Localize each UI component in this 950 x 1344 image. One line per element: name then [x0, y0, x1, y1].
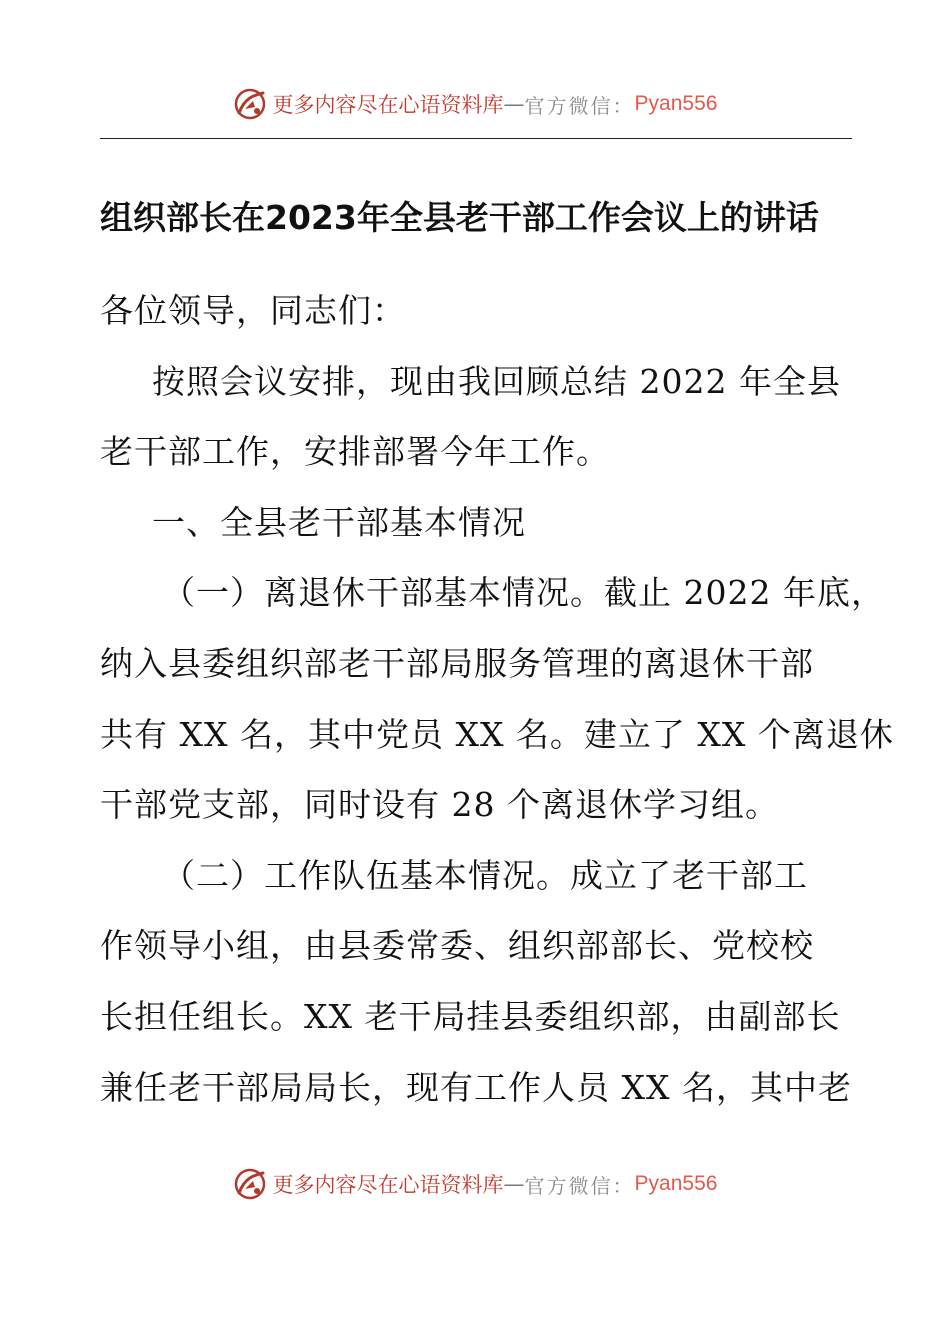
header-promo-text: 更多内容尽在心语资料库 [272, 93, 504, 117]
paragraph-line: 长担任组长。XX 老干局挂县委组织部，由副部长 [100, 996, 841, 1036]
paragraph-line: 老干部工作，安排部署今年工作。 [100, 432, 610, 472]
paragraph-line: 干部党支部，同时设有 28 个离退休学习组。 [100, 785, 779, 825]
footer-wechat-label: 官方微信： [524, 1173, 635, 1198]
paragraph-line: 按照会议安排，现由我回顾总结 2022 年全县 [152, 361, 841, 401]
paragraph-line: 兼任老干部局局长，现有工作人员 XX 名，其中老 [100, 1067, 852, 1107]
paragraph-line: 纳入县委组织部老干部局服务管理的离退休干部 [100, 643, 814, 683]
header-divider [100, 138, 852, 139]
header-wechat-id: Pyan556 [634, 92, 718, 115]
header-wechat-label: 官方微信： [524, 93, 635, 118]
salutation-line: 各位领导，同志们： [100, 291, 406, 330]
footer-dash: — [503, 1172, 525, 1196]
brand-logo-icon [233, 87, 267, 121]
header-dash: — [503, 92, 525, 116]
section-heading: 一、全县老干部基本情况 [152, 502, 526, 542]
paragraph-line: （二）工作队伍基本情况。成立了老干部工 [162, 855, 808, 895]
paragraph-line: 作领导小组，由县委常委、组织部部长、党校校 [100, 926, 814, 966]
footer-promo-text: 更多内容尽在心语资料库 [272, 1173, 504, 1197]
document-body [100, 276, 894, 1123]
footer-banner [0, 1164, 950, 1204]
paragraph-line: 共有 XX 名，其中党员 XX 名。建立了 XX 个离退休 [100, 714, 894, 754]
document-title: 组织部长在2023年全县老干部工作会议上的讲话 [100, 198, 819, 237]
paragraph-line: （一）离退休干部基本情况。截止 2022 年底， [162, 573, 885, 613]
header-banner [0, 84, 950, 124]
brand-logo-icon [233, 1167, 267, 1201]
footer-wechat-id: Pyan556 [634, 1172, 718, 1195]
